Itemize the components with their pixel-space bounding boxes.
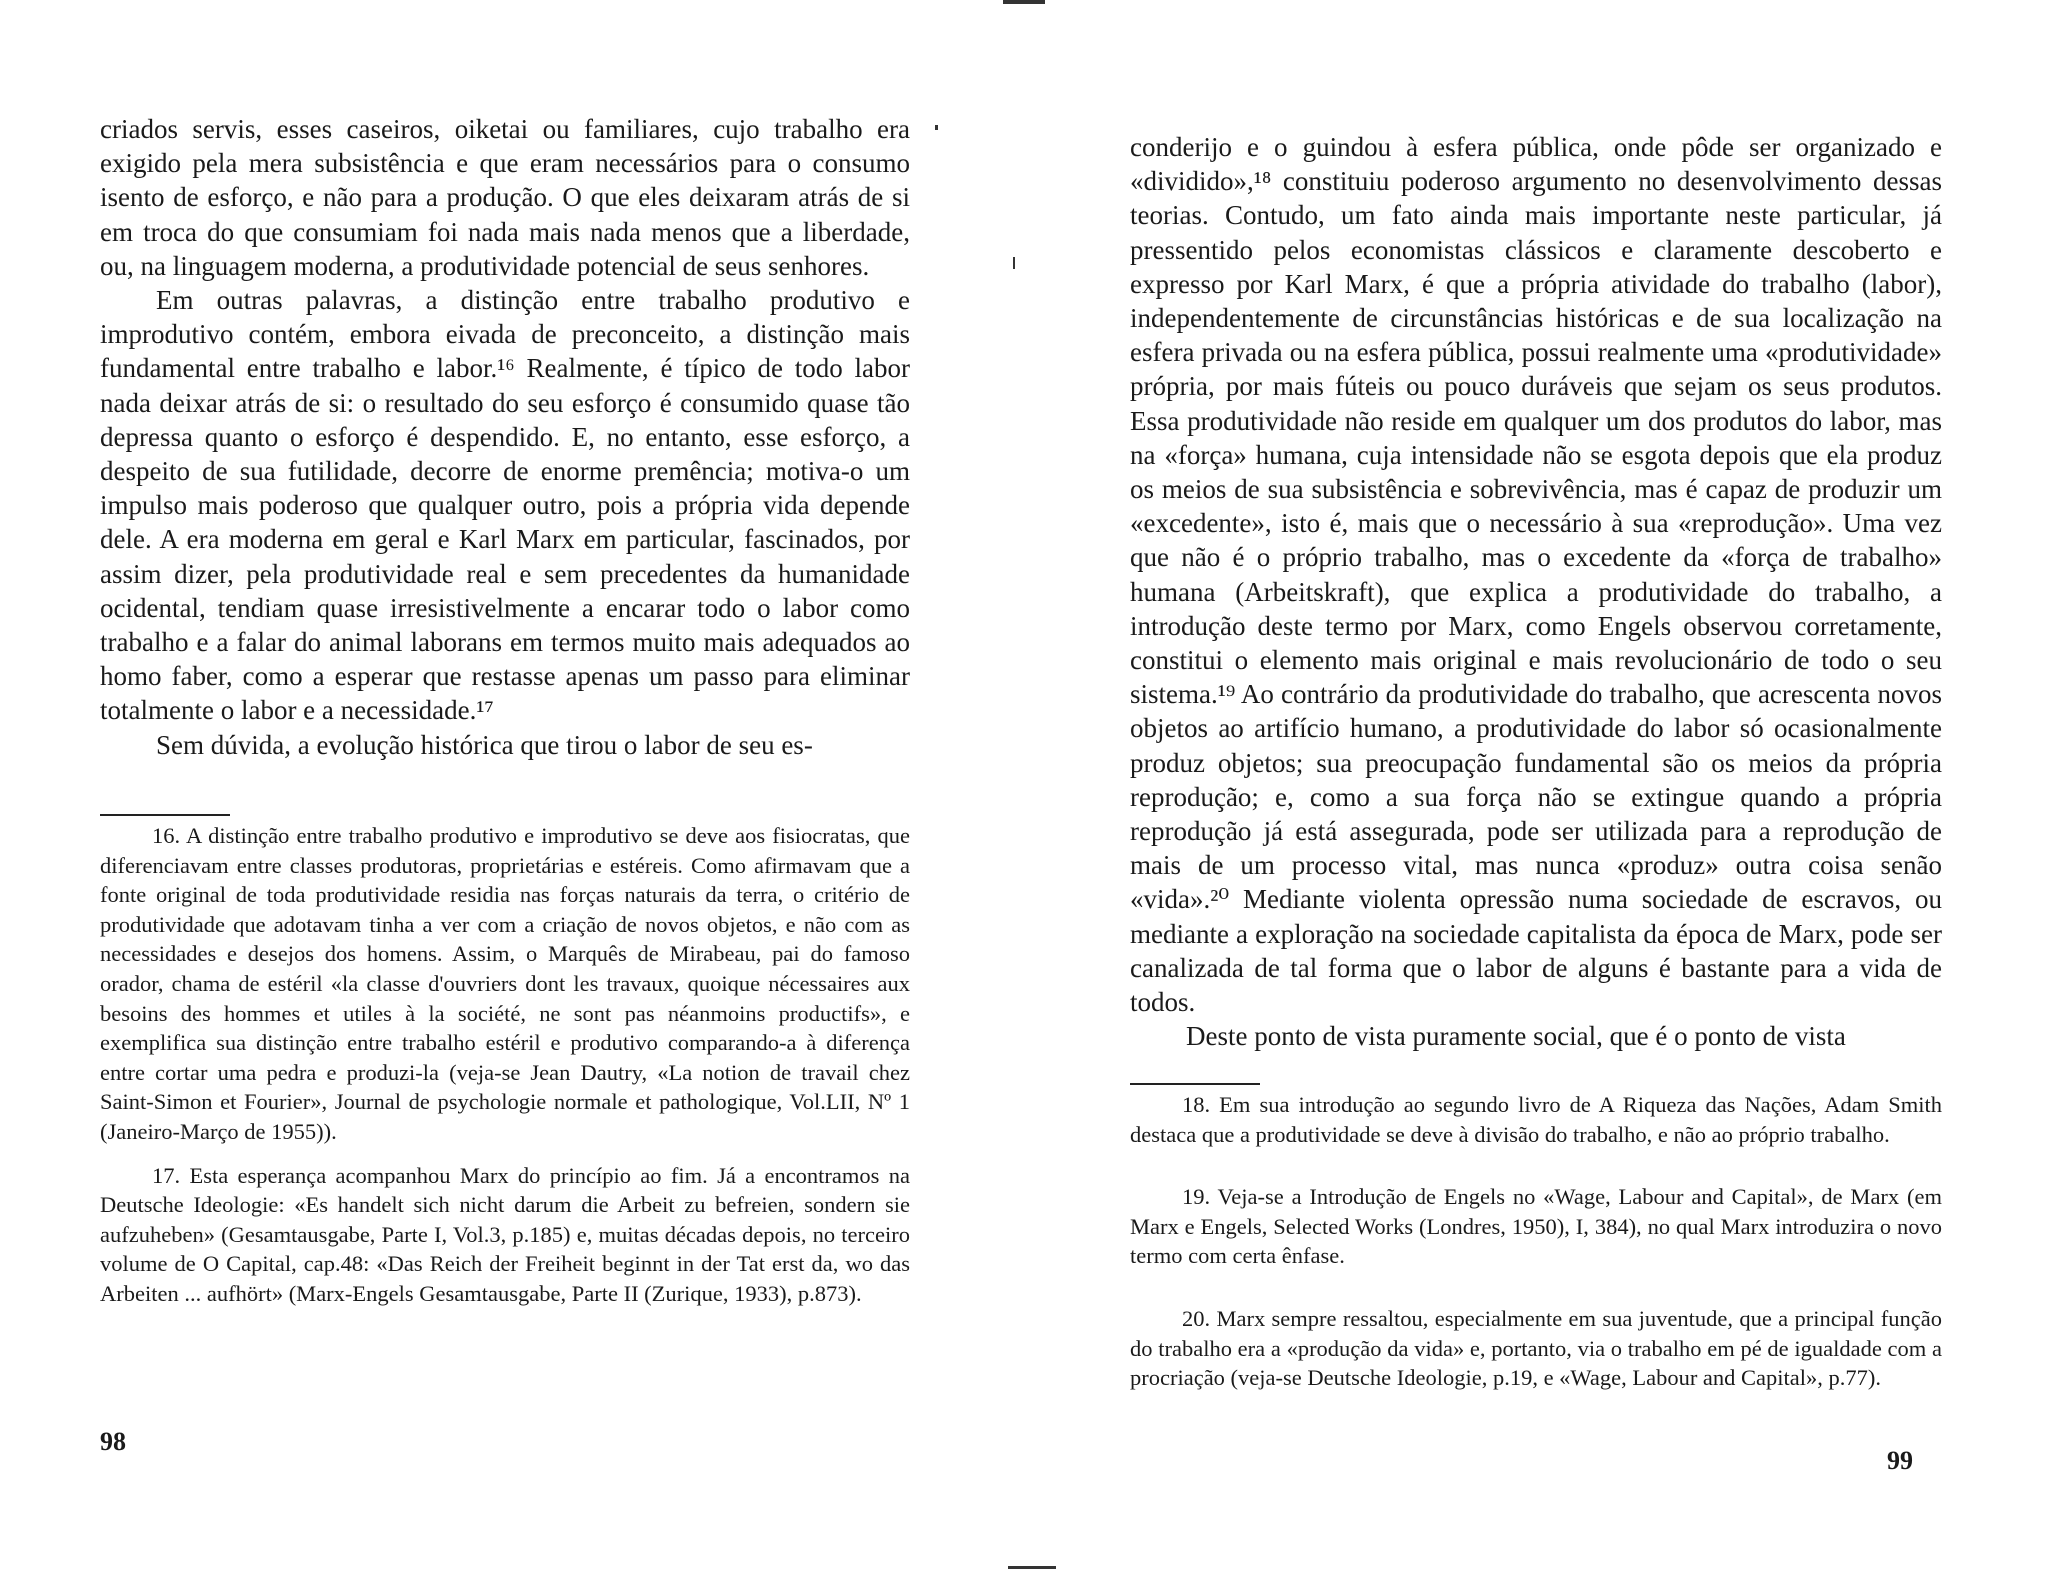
footnote-20: 20. Marx sempre ressaltou, especialmente em sua juventude, que a principal função do trabalho era a «produção da vida» e, portanto, via o trabalho em pé de igualdade com a procriação (veja-se Deutsche Ideologie, p.19, e «Wage, Labour and Capital», p.77). <box>1130 1305 1942 1391</box>
page-number-right: 99 <box>1887 1446 1913 1475</box>
left-body-text <box>100 112 910 762</box>
left-paragraph-3: Sem dúvida, a evolução histórica que tirou o labor de seu es- <box>156 729 813 760</box>
right-body-text <box>1130 130 1942 1053</box>
footnote-19: 19. Veja-se a Introdução de Engels no «Wage, Labour and Capital», de Marx (em Marx e Engels, Selected Works (Londres, 1950), I, 384), no qual Marx introduzira o novo termo com certa ênfase. <box>1130 1184 1942 1269</box>
left-paragraph-1: criados servis, esses caseiros, oiketai ou familiares, cujo trabalho era exigido pela mera subsistência e que eram necessários para o consumo isento de esforço, e não para a produção. O que eles deixaram atrás de si em troca do que consumiam foi nada mais nada menos que a liberdade, ou, na linguagem moderna, a produtividade potencial de seus senhores. <box>100 114 910 281</box>
left-footnotes <box>100 821 910 1309</box>
right-paragraph-2: Deste ponto de vista puramente social, que é o ponto de vista <box>1186 1021 1846 1052</box>
left-paragraph-2: Em outras palavras, a distinção entre trabalho produtivo e improdutivo contém, embora eivada de preconceito, a distinção mais fundamental entre trabalho e labor.¹⁶ Realmente, é típico de todo labor nada deixar atrás de si: o resultado do seu esforço é consumido quase tão depressa quanto o esforço é despendido. E, no entanto, esse esforço, a despeito de sua futilidade, decorre de enorme premência; motiva-o um impulso mais poderoso que qualquer outro, pois a própria vida depende dele. A era moderna em geral e Karl Marx em particular, fascinados, por assim dizer, pela produtividade real e sem precedentes da humanidade ocidental, tendiam quase irresistivelmente a encarar todo o labor como trabalho e a falar do animal laborans em termos muito mais adequados ao homo faber, como a esperar que restasse apenas um passo para eliminar totalmente o labor e a necessidade.¹⁷ <box>100 285 910 726</box>
footnote-17: 17. Esta esperança acompanhou Marx do princípio ao fim. Já a encontramos na Deutsche Ideologie: «Es handelt sich nicht darum die Arbeit zu befreien, sondern sie aufzuheben» (Gesamtausgabe, Parte I, Vol.3, p.185) e, muitas décadas depois, no terceiro volume de O Capital, cap.48: «Das Reich der Freiheit beginnt in der Tat erst da, wo das Arbeiten ... aufhört» (Marx-Engels Gesamtausgabe, Parte II (Zurique, 1933), p.873). <box>100 1162 910 1306</box>
page-number-left: 98 <box>100 1427 126 1456</box>
footnote-16: 16. A distinção entre trabalho produtivo e improdutivo se deve aos fisiocratas, que diferenciavam entre classes produtoras, proprietárias e estéreis. Como afirmavam que a fonte original de toda produtividade residia nas forças naturais da terra, o critério de produtividade que adotavam tinha a ver com a criação de novos objetos, e não com as necessidades e desejos dos homens. Assim, o Marquês de Mirabeau, pai do famoso orador, chama de estéril «la classe d'ouvriers dont les travaux, quoique nécessaires aux besoins des hommes et utiles à la société, ne sont pas néanmoins productifs», e exemplifica sua distinção entre trabalho estéril e produtivo comparando-a à diferença entre cortar uma pedra e produzi-la (veja-se Jean Dautry, «La notion de travail chez Saint-Simon et Fourier», Journal de psychologie normale et pathologique, Vol.LII, Nº 1 (Janeiro-Março de 1955)). <box>100 823 910 1144</box>
right-footnotes <box>1130 1090 1942 1393</box>
footnote-divider <box>100 814 230 816</box>
scan-mark-bottom <box>1008 1566 1056 1569</box>
right-paragraph-1: conderijo e o guindou à esfera pública, onde pôde ser organizado e «dividido»,¹⁸ constituiu poderoso argumento no desenvolvimento dessas teorias. Contudo, um fato ainda mais importante neste particular, já pressentido pelos economistas clássicos e claramente descoberto e expresso por Karl Marx, é que a própria atividade do trabalho (labor), independentemente de circunstâncias históricas e de sua localização na esfera privada ou na esfera pública, possui realmente uma «produtividade» própria, por mais fúteis ou pouco duráveis que sejam os seus produtos. Essa produtividade não reside em qualquer um dos produtos do labor, mas na «força» humana, cuja intensidade não se esgota depois que ela produz os meios de sua subsistência e sobrevivência, mas é capaz de produzir um «excedente», isto é, mais que o necessário à sua «reprodução». Uma vez que não é o próprio trabalho, mas o excedente da «força de trabalho» humana (Arbeitskraft), que explica a produtividade do trabalho, a introdução deste termo por Marx, como Engels observou corretamente, constitui o elemento mais original e mais revolucionário de todo o seu sistema.¹⁹ Ao contrário da produtividade do trabalho, que acrescenta novos objetos ao artifício humano, a produtividade do labor só ocasionalmente produz objetos; sua preocupação fundamental são os meios da própria reprodução; e, como a sua força não se extingue quando a própria reprodução já está assegurada, pode ser utilizada para a reprodução de mais de um processo vital, mas nunca «produz» outra coisa senão «vida».²⁰ Mediante violenta opressão numa sociedade de escravos, ou mediante a exploração na sociedade capitalista da época de Marx, pode ser canalizada de tal forma que o labor de alguns é bastante para a vida de todos. <box>1130 132 1942 1018</box>
scan-mark-top <box>1003 0 1045 4</box>
footnote-divider <box>1130 1083 1260 1085</box>
footnote-18: 18. Em sua introdução ao segundo livro de A Riqueza das Nações, Adam Smith destaca que a produtividade se deve à divisão do trabalho, e não ao próprio trabalho. <box>1130 1092 1942 1147</box>
scan-mark-center <box>1013 257 1015 269</box>
scan-mark-dot <box>935 125 938 130</box>
